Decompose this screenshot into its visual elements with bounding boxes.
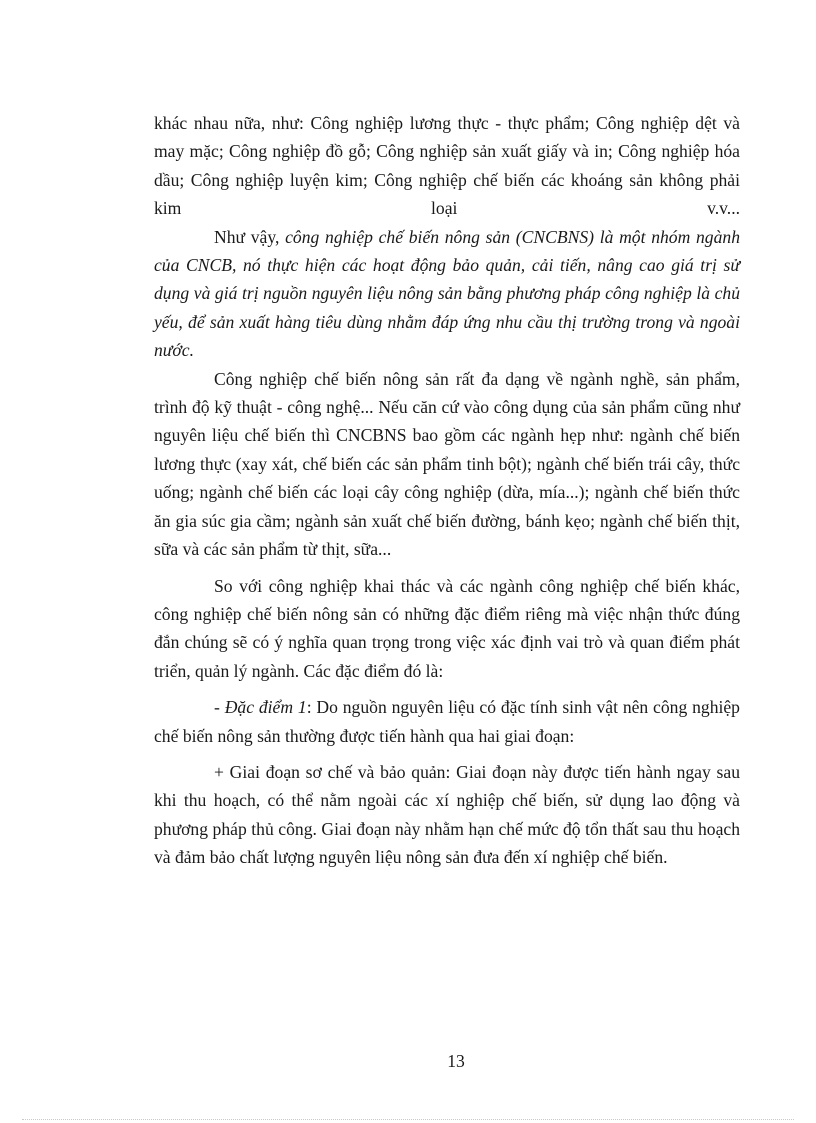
characteristic-label: Đặc điểm 1 bbox=[224, 697, 307, 718]
paragraph-industry-list: khác nhau nữa, như: Công nghiệp lương thực - thực phẩm; Công nghiệp dệt và may mặc; Công nghiệp đồ gỗ; Công nghiệp sản xuất giấy và in; Công nghiệp hóa dầu; Công nghiệp luyện kim; Công nghiệp chế biến các khoáng sản không phải kim loại v.v... bbox=[154, 113, 740, 219]
characteristic-dash: - bbox=[214, 697, 225, 718]
page-body bbox=[154, 109, 740, 872]
page-number: 13 bbox=[447, 1051, 465, 1071]
paragraph-preprocessing-stage: + Giai đoạn sơ chế và bảo quản: Giai đoạn này được tiến hành ngay sau khi thu hoạch, có thể nằm ngoài các xí nghiệp chế biến, sử dụng lao động và phương pháp thủ công. Giai đoạn này nhằm hạn chế mức độ tổn thất sau thu hoạch và đảm bảo chất lượng nguyên liệu nông sản đưa đến xí nghiệp chế biến. bbox=[154, 761, 740, 868]
page-bottom-divider bbox=[22, 1119, 794, 1120]
definition-italic-text: công nghiệp chế biến nông sản (CNCBNS) là một nhóm ngành của CNCB, nó thực hiện các hoạt động bảo quản, cải tiến, nâng cao giá trị sử dụng và giá trị nguồn nguyên liệu nông sản bằng phương pháp công nghiệp là chủ yếu, để sản xuất hàng tiêu dùng nhằm đáp ứng nhu cầu thị trường trong và ngoài nước. bbox=[154, 226, 740, 361]
paragraph-industry-diversity: Công nghiệp chế biến nông sản rất đa dạng về ngành nghề, sản phẩm, trình độ kỹ thuật - công nghệ... Nếu căn cứ vào công dụng của sản phẩm cũng như nguyên liệu chế biến thì CNCBNS bao gồm các ngành hẹp như: ngành chế biến lương thực (xay xát, chế biến các sản phẩm tinh bột); ngành chế biến trái cây, thức uống; ngành chế biến các loại cây công nghiệp (dừa, mía...); ngành chế biến thức ăn gia súc gia cầm; ngành sản xuất chế biến đường, bánh kẹo; ngành chế biến thịt, sữa và các sản phẩm từ thịt, sữa... bbox=[154, 368, 740, 560]
definition-lead-text: Như vậy, bbox=[214, 226, 286, 247]
paragraph-cncbns-definition bbox=[154, 223, 740, 365]
paragraph-comparison: So với công nghiệp khai thác và các ngành công nghiệp chế biến khác, công nghiệp chế biến nông sản có những đặc điểm riêng mà việc nhận thức đúng đắn chúng sẽ có ý nghĩa quan trọng trong việc xác định vai trò và quan điểm phát triển, quản lý ngành. Các đặc điểm đó là: bbox=[154, 575, 740, 681]
paragraph-characteristic-1 bbox=[154, 693, 740, 750]
characteristic-description: : Do nguồn nguyên liệu có đặc tính sinh vật nên công nghiệp chế biến nông sản thường được tiến hành qua hai giai đoạn: bbox=[154, 697, 740, 746]
